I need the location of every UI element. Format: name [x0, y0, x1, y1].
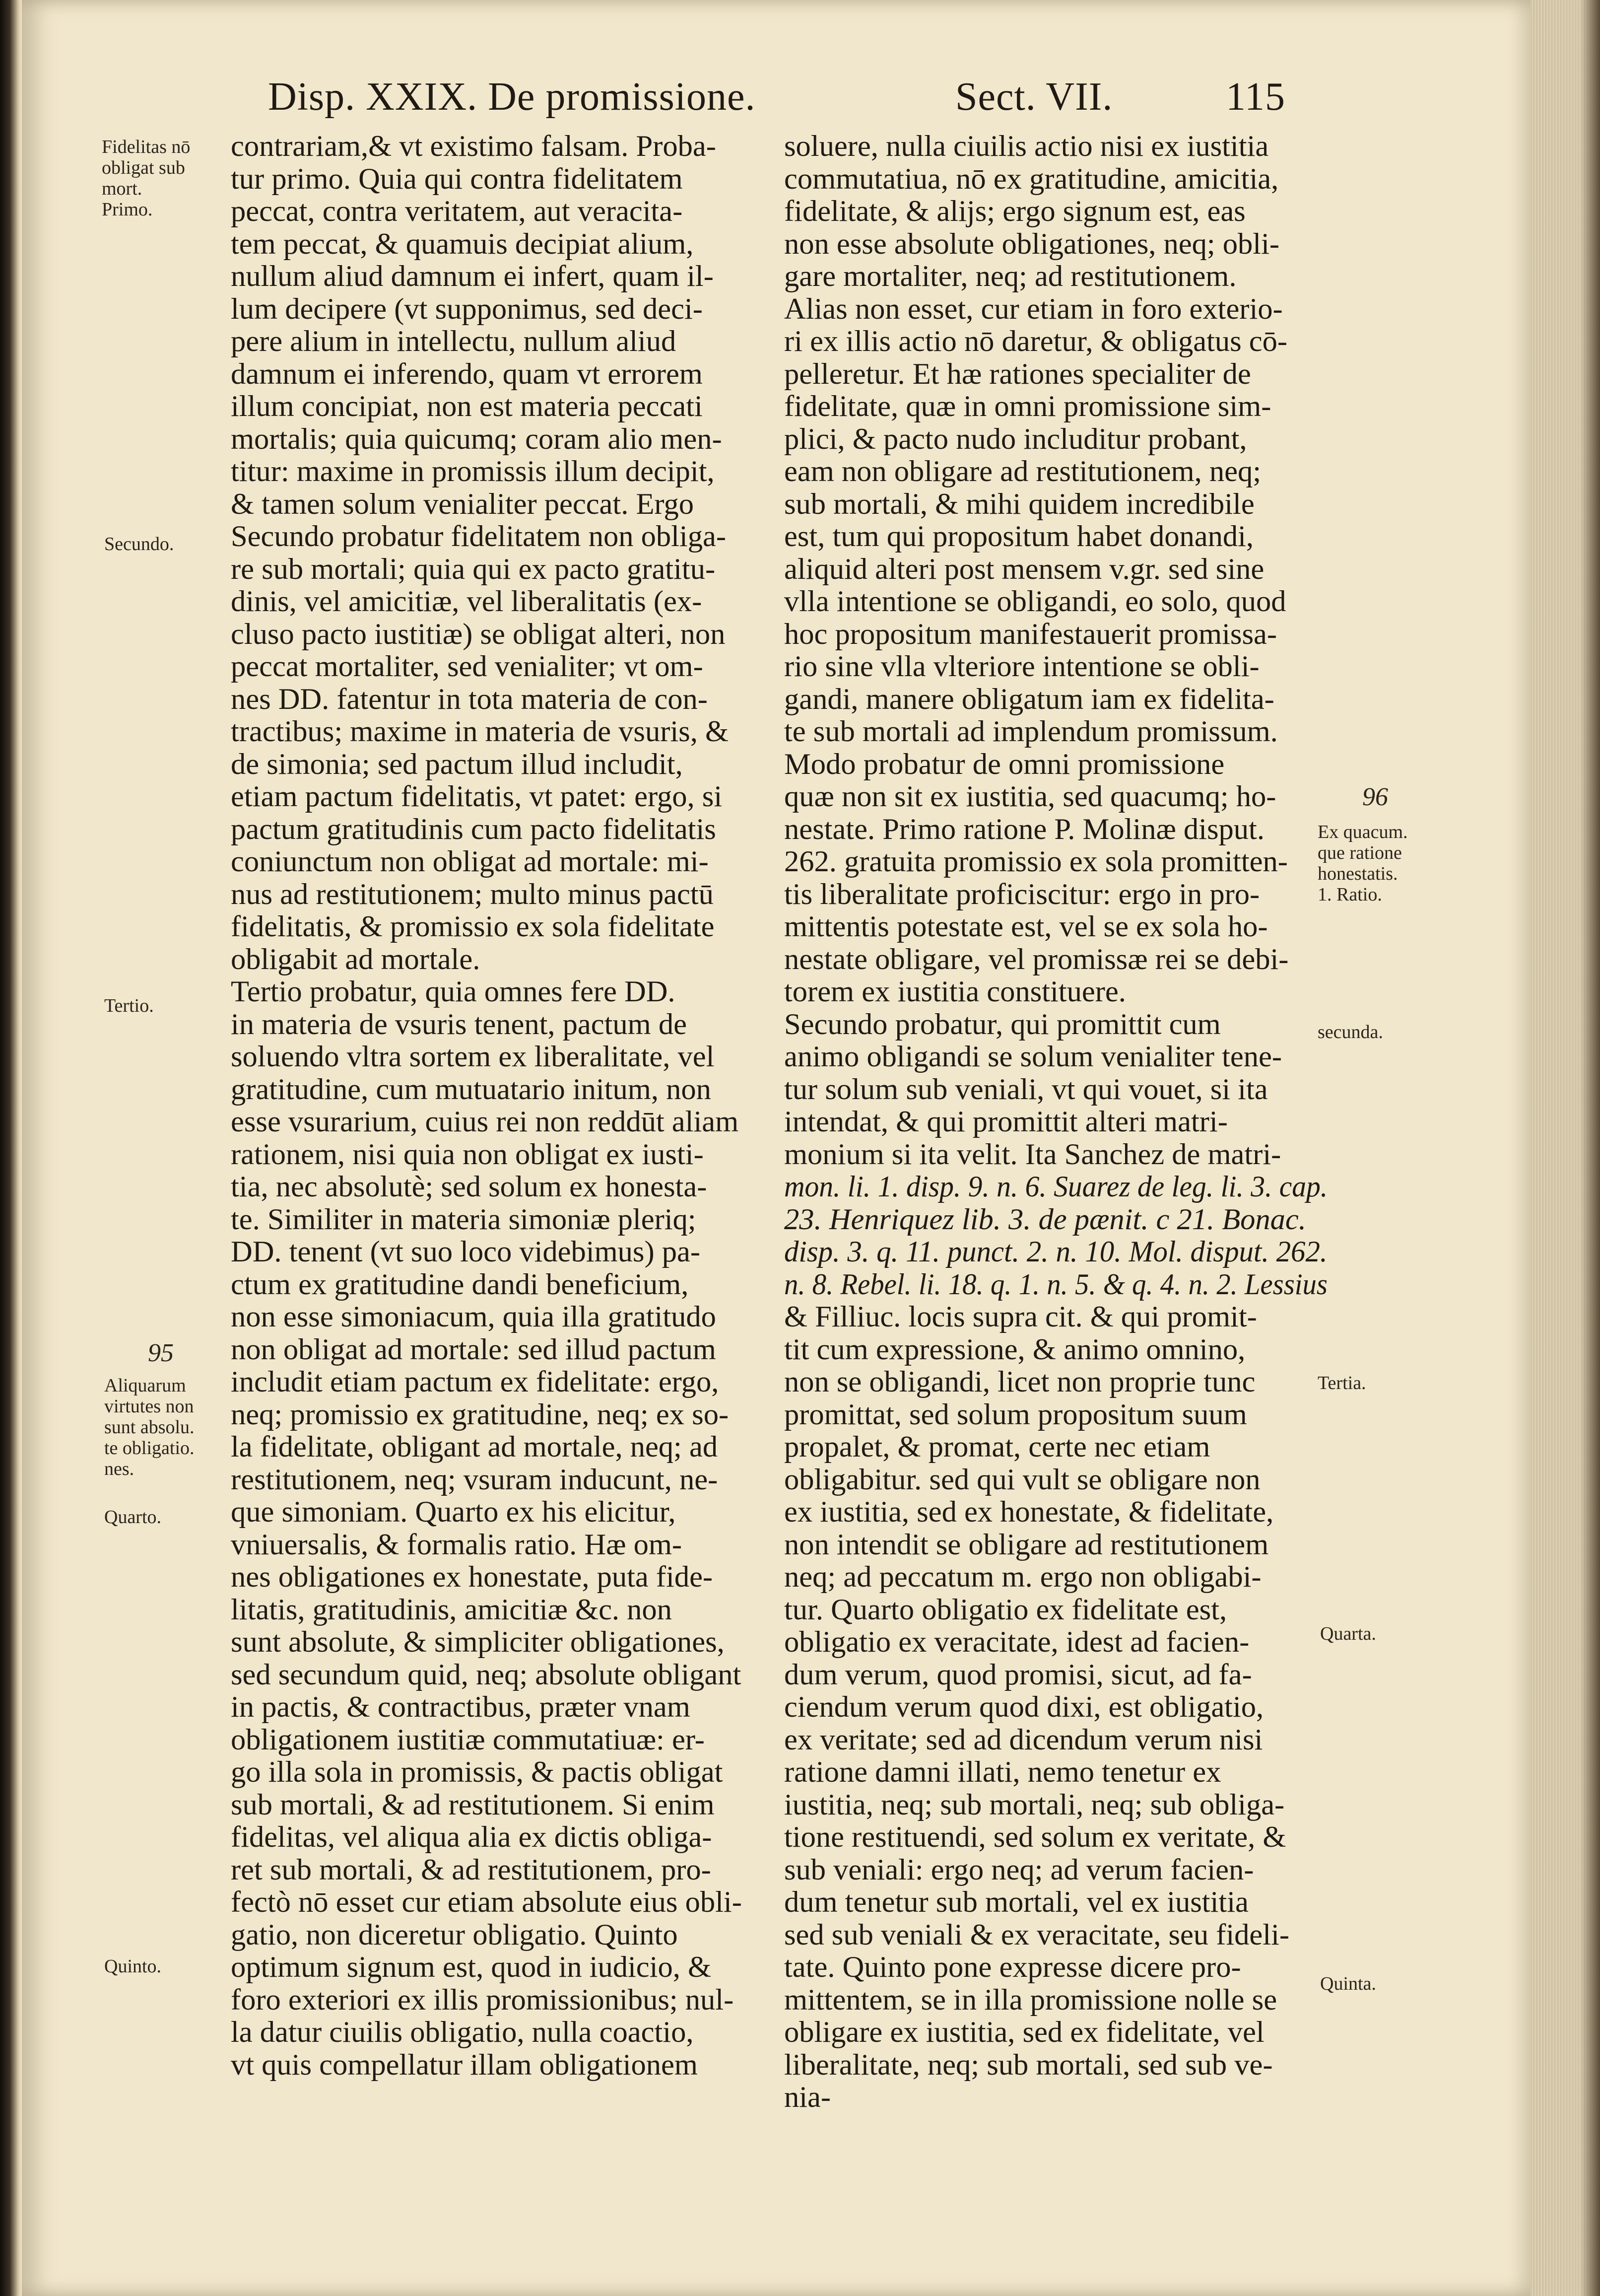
text-line: Modo probatur de omni promissione	[784, 747, 1225, 781]
margin-note-line: nes.	[104, 1459, 134, 1479]
text-line: sub mortali, & mihi quidem incredibile	[784, 487, 1255, 521]
text-line: nullum aliud damnum ei infert, quam il-	[231, 260, 714, 293]
text-line: fidelitate, quæ in omni promissione sim-	[784, 390, 1271, 423]
text-line: optimum signum est, quod in iudicio, &	[231, 1950, 711, 1984]
text-line: hoc propositum manifestauerit promissa-	[784, 617, 1277, 651]
text-line: pactum gratitudinis cum pacto fidelitatis	[231, 812, 716, 846]
text-line: fidelitas, vel aliqua alia ex dictis obliga-	[231, 1820, 712, 1854]
text-line: te sub mortali ad implendum promissum.	[784, 715, 1278, 748]
text-line: monium si ita velit. Ita Sanchez de matri-	[784, 1137, 1281, 1171]
text-line: ratione damni illati, nemo tenetur ex	[784, 1755, 1221, 1789]
text-line: tis liberalitate proficiscitur: ergo in pro-	[784, 877, 1260, 911]
running-header-section: Sect. VII.	[955, 75, 1113, 119]
margin-note-number-96: 96	[1362, 783, 1388, 811]
text-line: nus ad restitutionem; multo minus pactū	[231, 877, 714, 911]
text-line: gatio, non diceretur obligatio. Quinto	[231, 1918, 678, 1951]
text-line: non esse simoniacum, quia illa gratitudo	[231, 1300, 716, 1333]
text-line: pere alium in intellectu, nullum aliud	[231, 325, 676, 358]
text-line: mittentem, se in illa promissione nolle se	[784, 1983, 1277, 2017]
margin-note-quarta: Quarta.	[1320, 1623, 1376, 1644]
text-line: in pactis, & contractibus, præter vnam	[231, 1690, 690, 1724]
text-line: illum concipiat, non est materia peccati	[231, 390, 703, 423]
text-line: animo obligandi se solum venialiter tene-	[784, 1040, 1282, 1073]
text-line: nia-	[784, 2081, 831, 2114]
text-line: ciendum verum quod dixi, est obligatio,	[784, 1690, 1264, 1724]
text-line: de simonia; sed pactum illud includit,	[231, 747, 683, 781]
margin-note-tertio: Tertio.	[104, 995, 154, 1016]
text-line: la datur ciuilis obligatio, nulla coactio,	[231, 2016, 694, 2049]
text-line: litatis, gratitudinis, amicitiæ &c. non	[231, 1593, 672, 1626]
text-line: Tertio probatur, quia omnes fere DD.	[231, 975, 675, 1008]
text-line: sunt absolute, & simpliciter obligationes,	[231, 1625, 725, 1659]
margin-note-fidelitas	[102, 137, 190, 220]
text-line: liberalitate, neq; sub mortali, sed sub ve-	[784, 2048, 1273, 2082]
text-line: iustitia, neq; sub mortali, neq; sub obliga-	[784, 1788, 1285, 1821]
page-number: 115	[1226, 75, 1286, 119]
text-line: re sub mortali; quia qui ex pacto gratitu-	[231, 552, 716, 586]
text-line: mortalis; quia quicumq; coram alio men-	[231, 422, 722, 456]
text-line: peccat, contra veritatem, aut veracita-	[231, 195, 683, 228]
text-line: coniunctum non obligat ad mortale: mi-	[231, 845, 709, 878]
text-line: nestate obligare, vel promissæ rei se debi-	[784, 942, 1289, 976]
text-line: tractibus; maxime in materia de vsuris, &	[231, 715, 729, 748]
text-line: nes DD. fatentur in tota materia de con-	[231, 682, 708, 716]
text-line: 262. gratuita promissio ex sola promitten-	[784, 845, 1288, 878]
text-line: 23. Henriquez lib. 3. de pænit. c 21. Bonac.	[784, 1202, 1306, 1236]
text-line: ret sub mortali, & ad restitutionem, pro-	[231, 1853, 711, 1886]
text-line: sed secundum quid, neq; absolute obligant	[231, 1658, 741, 1691]
text-line: gare mortaliter, neq; ad restitutionem.	[784, 260, 1237, 293]
book-binding	[0, 0, 22, 2296]
text-line: in materia de vsuris tenent, pactum de	[231, 1007, 687, 1041]
text-line: non intendit se obligare ad restitutionem	[784, 1528, 1269, 1561]
text-line: eam non obligare ad restitutionem, neq;	[784, 455, 1261, 488]
text-line: Secundo probatur, qui promittit cum	[784, 1007, 1221, 1041]
text-line: mittentis potestate est, vel se ex sola ho-	[784, 910, 1268, 943]
text-line: esse vsurarium, cuius rei non reddūt aliam	[231, 1105, 739, 1138]
margin-note-number-95: 95	[148, 1339, 174, 1367]
margin-note-line: 1. Ratio.	[1318, 884, 1382, 905]
margin-note-quinto: Quinto.	[104, 1956, 162, 1977]
text-line: quæ non sit ex iustitia, sed quacumq; ho-	[784, 780, 1276, 813]
text-line: obligatio ex veracitate, idest ad facien-	[784, 1625, 1250, 1659]
text-line: nestate. Primo ratione P. Molinæ disput.	[784, 812, 1265, 846]
text-line: titur: maxime in promissis illum decipit,	[231, 455, 715, 488]
text-line: vniuersalis, & formalis ratio. Hæ om-	[231, 1528, 682, 1561]
text-line: tur solum sub veniali, vt qui vouet, si ita	[784, 1072, 1268, 1106]
text-line: & tamen solum venialiter peccat. Ergo	[231, 487, 694, 521]
text-line: Alias non esset, cur etiam in foro exterio-	[784, 292, 1283, 326]
margin-note-line: mort.	[102, 178, 142, 199]
text-line: foro exteriori ex illis promissionibus; nul-	[231, 1983, 734, 2017]
margin-note-line: te obligatio.	[104, 1438, 195, 1459]
text-line: fidelitatis, & promissio ex sola fidelitate	[231, 910, 715, 943]
book-page-edges	[1531, 0, 1600, 2296]
margin-note-line: Ex quacum.	[1318, 822, 1408, 842]
text-line: propalet, & promat, certe nec etiam	[784, 1430, 1210, 1463]
margin-note-quinta: Quinta.	[1320, 1973, 1376, 1994]
text-line: contrariam,& vt existimo falsam. Proba-	[231, 130, 716, 163]
text-line: tit cum expressione, & animo omnino,	[784, 1332, 1246, 1366]
text-line: dum tenetur sub mortali, vel ex iustitia	[784, 1885, 1249, 1919]
text-line: mon. li. 1. disp. 9. n. 6. Suarez de leg. li. 3. cap.	[784, 1170, 1328, 1203]
text-line: etiam pactum fidelitatis, vt patet: ergo, si	[231, 780, 723, 813]
text-line: pelleretur. Et hæ rationes specialiter de	[784, 357, 1251, 391]
margin-note-line: Aliquarum	[104, 1375, 186, 1396]
text-line: dinis, vel amicitiæ, vel liberalitatis (ex-	[231, 585, 702, 618]
margin-note-secunda: secunda.	[1318, 1022, 1383, 1043]
text-line: intendat, & qui promittit alteri matri-	[784, 1105, 1228, 1138]
text-line: lum decipere (vt supponimus, sed deci-	[231, 292, 703, 326]
text-line: neq; ad peccatum m. ergo non obligabi-	[784, 1560, 1262, 1594]
left-text-column	[231, 130, 769, 2081]
text-line: que simoniam. Quarto ex his elicitur,	[231, 1495, 676, 1529]
text-line: vt quis compellatur illam obligationem	[231, 2048, 698, 2082]
text-line: obligabitur. sed qui vult se obligare non	[784, 1462, 1261, 1496]
text-line: tem peccat, & quamuis decipiat alium,	[231, 227, 694, 261]
text-line: vlla intentione se obligandi, eo solo, quod	[784, 585, 1286, 618]
text-line: obligare ex iustitia, sed ex fidelitate, vel	[784, 2016, 1265, 2049]
text-line: rationem, nisi quia non obligat ex iusti-	[231, 1137, 704, 1171]
text-line: sub veniali: ergo neq; ad verum facien-	[784, 1853, 1254, 1886]
text-line: torem ex iustitia constituere.	[784, 975, 1126, 1008]
text-line: la fidelitate, obligant ad mortale, neq; ad	[231, 1430, 718, 1463]
margin-note-line: que ratione	[1318, 842, 1402, 863]
text-line: ex veritate; sed ad dicendum verum nisi	[784, 1723, 1263, 1756]
text-line: Secundo probatur fidelitatem non obliga-	[231, 520, 726, 553]
text-line: plici, & pacto nudo includitur probant,	[784, 422, 1247, 456]
text-line: non esse absolute obligationes, neq; obli-	[784, 227, 1280, 261]
text-line: soluere, nulla ciuilis actio nisi ex iustitia	[784, 130, 1269, 163]
margin-note-line: Primo.	[102, 199, 153, 220]
text-line: & Filliuc. locis supra cit. & qui promit-	[784, 1300, 1257, 1333]
text-line: peccat mortaliter, sed venialiter; vt om-	[231, 650, 703, 683]
text-line: non obligat ad mortale: sed illud pactum	[231, 1332, 716, 1366]
text-line: aliquid alteri post mensem v.gr. sed sine	[784, 552, 1265, 586]
margin-note-line: Fidelitas nō	[102, 137, 191, 157]
margin-note-aliquarum	[104, 1375, 195, 1479]
text-line: DD. tenent (vt suo loco videbimus) pa-	[231, 1235, 700, 1268]
text-line: includit etiam pactum ex fidelitate: ergo,	[231, 1365, 719, 1398]
margin-note-line: sunt absolu.	[104, 1417, 195, 1438]
text-line: tione restituendi, sed solum ex veritate, &	[784, 1820, 1286, 1854]
text-line: commutatiua, nō ex gratitudine, amicitia,	[784, 162, 1279, 196]
text-line: nes obligationes ex honestate, puta fide-	[231, 1560, 713, 1594]
text-line: ex iustitia, sed ex honestate, & fidelitate,	[784, 1495, 1274, 1529]
margin-note-line: honestatis.	[1318, 863, 1398, 884]
text-line: non se obligandi, licet non proprie tunc	[784, 1365, 1256, 1398]
text-line: cluso pacto iustitiæ) se obligat alteri, non	[231, 617, 726, 651]
text-line: gratitudine, cum mutuatario initum, non	[231, 1072, 711, 1106]
text-line: tia, nec absolutè; sed solum ex honesta-	[231, 1170, 707, 1203]
text-line: tur primo. Quia qui contra fidelitatem	[231, 162, 683, 196]
text-line: n. 8. Rebel. li. 18. q. 1. n. 5. & q. 4. n. 2. Lessius	[784, 1267, 1328, 1301]
text-line: damnum ei inferendo, quam vt errorem	[231, 357, 703, 391]
margin-note-line: obligat sub	[102, 157, 185, 178]
running-header-title: Disp. XXIX. De promissione.	[268, 75, 756, 119]
margin-note-quacumque	[1318, 822, 1408, 905]
text-line: neq; promissio ex gratitudine, neq; ex so-	[231, 1397, 729, 1431]
text-line: go illa sola in promissis, & pactis obligat	[231, 1755, 723, 1789]
right-text-column	[784, 130, 1328, 2114]
text-line: sed sub veniali & ex veracitate, seu fideli-	[784, 1918, 1290, 1951]
text-line: obligationem iustitiæ commutatiuæ: er-	[231, 1723, 705, 1756]
text-line: ctum ex gratitudine dandi beneficium,	[231, 1267, 689, 1301]
text-line: fidelitate, & alijs; ergo signum est, eas	[784, 195, 1246, 228]
text-line: gandi, manere obligatum iam ex fidelita-	[784, 682, 1274, 716]
text-line: sub mortali, & ad restitutionem. Si enim	[231, 1788, 715, 1821]
text-line: fectò nō esset cur etiam absolute eius obli-	[231, 1885, 742, 1919]
margin-note-secundo: Secundo.	[104, 534, 174, 555]
margin-note-tertia: Tertia.	[1318, 1373, 1366, 1393]
margin-note-line: virtutes non	[104, 1396, 194, 1417]
text-line: disp. 3. q. 11. punct. 2. n. 10. Mol. disput. 262.	[784, 1235, 1328, 1268]
text-line: rio sine vlla vlteriore intentione se obli-	[784, 650, 1260, 683]
margin-note-quarto: Quarto.	[104, 1507, 162, 1528]
text-line: obligabit ad mortale.	[231, 942, 480, 976]
text-line: est, tum qui propositum habet donandi,	[784, 520, 1254, 553]
text-line: te. Similiter in materia simoniæ pleriq;	[231, 1202, 696, 1236]
text-line: promittat, sed solum propositum suum	[784, 1397, 1247, 1431]
text-line: dum verum, quod promisi, sicut, ad fa-	[784, 1658, 1252, 1691]
text-line: soluendo vltra sortem ex liberalitate, vel	[231, 1040, 715, 1073]
text-line: restitutionem, neq; vsuram inducunt, ne-	[231, 1462, 718, 1496]
text-line: ri ex illis actio nō daretur, & obligatus cō-	[784, 325, 1288, 358]
text-line: tate. Quinto pone expresse dicere pro-	[784, 1950, 1241, 1984]
text-line: tur. Quarto obligatio ex fidelitate est,	[784, 1593, 1227, 1626]
